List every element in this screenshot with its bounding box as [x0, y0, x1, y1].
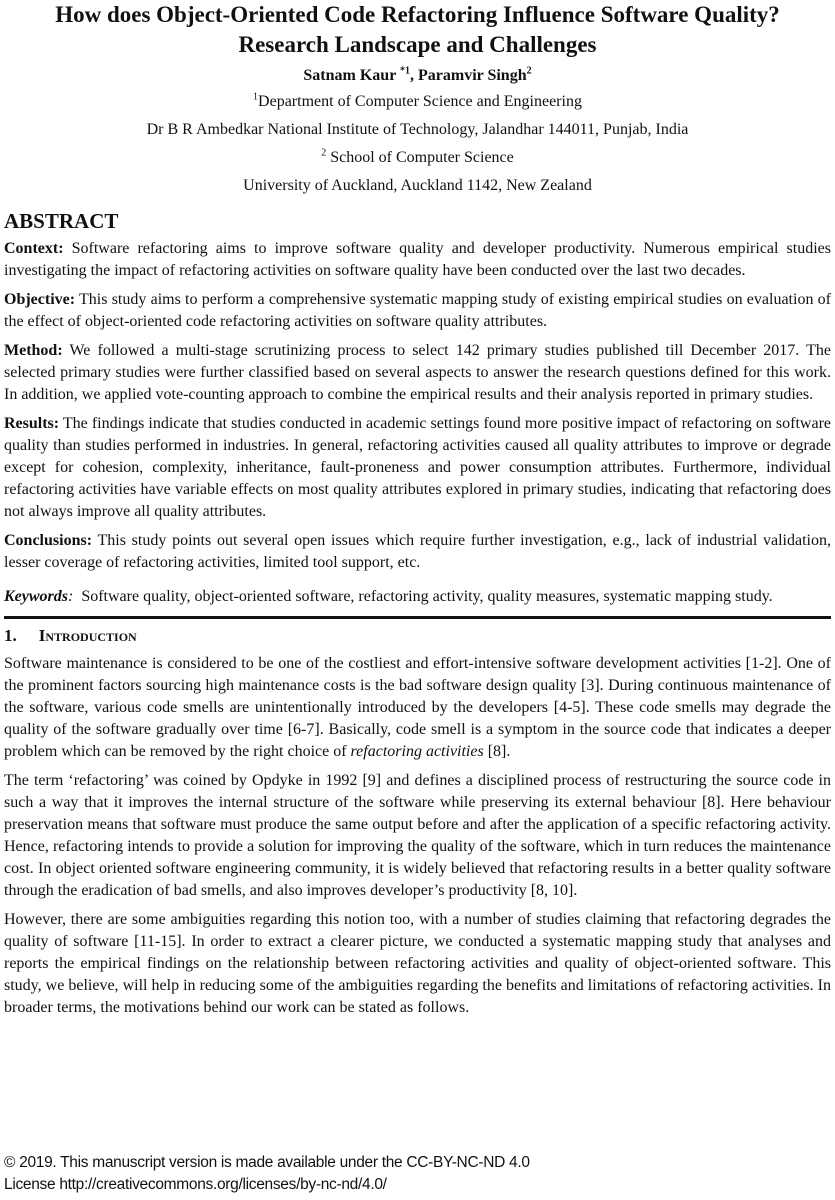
section-title: Introduction [38, 626, 137, 645]
abstract-objective [4, 289, 831, 333]
paragraph-text: Software maintenance is considered to be one of the costliest and effort-intensive software development activities [1-2]. One of the prominent factors sourcing high maintenance costs is the bad software design quality [3]. During continuous maintenance of the software, various code smells are unintentionally introduced by the developers [4-5]. These code smells may degrade the quality of the software gradually over time [6-7]. Basically, code smell is a symptom in the source code that indicates a deeper problem which can be removed by the right choice of [4, 655, 831, 760]
intro-paragraph-3: However, there are some ambiguities regarding this notion too, with a number of studies claiming that refactoring degrades the quality of software [11-15]. In order to extract a clearer picture, we conducted a systematic mapping study that analyses and reports the empirical findings on the relationship between refactoring activities and quality of object-oriented software. This study, we believe, will help in reducing some of the ambiguities regarding the benefits and limitations of refactoring activities. In broader terms, the motivations behind our work can be stated as follows. [4, 911, 831, 1016]
objective-label: Objective: [4, 291, 76, 308]
affiliation-line [4, 144, 831, 172]
context-label: Context: [4, 240, 64, 257]
results-text: The findings indicate that studies conducted in academic settings found more positive impact of refactoring on software quality than studies performed in industries. In general, refactoring activities caused all quality attributes to improve or degrade except for cohesion, complexity, inheritance, fault-proneness and power consumption attributes. Furthermore, individual refactoring activities have variable effects on most quality attributes explored in primary studies, indicating that refactoring does not always improve all quality attributes. [4, 415, 831, 520]
keywords [4, 586, 831, 608]
paper-page [4, 0, 831, 1026]
abstract-results [4, 413, 831, 523]
affiliation-text: Department of Computer Science and Engineering [258, 93, 582, 110]
author-name: Paramvir Singh [418, 67, 527, 84]
introduction-heading [4, 625, 831, 647]
affiliation-line [4, 116, 831, 144]
affiliation-mark: 2 [321, 147, 327, 159]
license-line: License http://creativecommons.org/licenses/by-nc-nd/4.0/ [4, 1176, 387, 1193]
affiliation-line [4, 172, 831, 200]
keywords-label: Keywords [4, 588, 68, 605]
author-name: Satnam Kaur [303, 67, 400, 84]
license-footer [4, 1152, 530, 1196]
method-label: Method: [4, 342, 63, 359]
intro-paragraph-2: The term ‘refactoring’ was coined by Opdyke in 1992 [9] and defines a disciplined process of restructuring the source code in such a way that it improves the internal structure of the software while preserving its external behaviour [8]. Here behaviour preservation means that software must produce the same output before and after the application of a specific refactoring activity. Hence, refactoring intends to provide a solution for improving the quality of the software, which in turn reduces the maintenance cost. In object oriented software engineering community, it is widely believed that refactoring results in a better quality software through the eradication of bad smells, and also improves developer’s productivity [8, 10]. [4, 772, 831, 899]
affiliation-text: School of Computer Science [326, 149, 514, 166]
keywords-text: Software quality, object-oriented software, refactoring activity, quality measures, systematic mapping study. [73, 588, 773, 605]
author-affiliation-mark: 2 [526, 65, 532, 77]
author-separator: , [410, 67, 418, 84]
objective-text: This study aims to perform a comprehensive systematic mapping study of existing empirical studies on evaluation of the effect of object-oriented code refactoring activities on software quality attributes. [4, 291, 831, 330]
results-label: Results: [4, 415, 60, 432]
paragraph-text: [8]. [483, 743, 511, 760]
title-line-2: Research Landscape and Challenges [238, 32, 597, 57]
abstract-heading: ABSTRACT [4, 209, 119, 233]
affiliation-text: Dr B R Ambedkar National Institute of Technology, Jalandhar 144011, Punjab, India [146, 121, 689, 138]
emphasis-text: refactoring activities [350, 743, 484, 760]
conclusions-text: This study points out several open issues which require further investigation, e.g., lack of industrial validation, lesser coverage of refactoring activities, limited tool support, etc. [4, 532, 831, 571]
affiliation-mark: 1 [253, 91, 259, 103]
affiliation-text: University of Auckland, Auckland 1142, New Zealand [243, 177, 592, 194]
abstract-method [4, 340, 831, 406]
paper-title [4, 0, 831, 60]
intro-paragraph-1 [4, 653, 831, 763]
conclusions-label: Conclusions: [4, 532, 93, 549]
section-divider [4, 616, 831, 619]
affiliations [4, 88, 831, 200]
copyright-line: © 2019. This manuscript version is made available under the CC-BY-NC-ND 4.0 [4, 1154, 530, 1171]
keywords-colon: : [68, 588, 74, 605]
context-text: Software refactoring aims to improve software quality and developer productivity. Numerous empirical studies investigating the impact of refactoring activities on software quality have been conducted over the last two decades. [4, 240, 831, 279]
section-number: 1. [4, 626, 17, 645]
method-text: We followed a multi-stage scrutinizing process to select 142 primary studies published till December 2017. The selected primary studies were further classified based on several aspects to answer the research questions defined for this work. In addition, we applied vote-counting approach to combine the empirical results and their analysis reported in primary studies. [4, 342, 831, 403]
author-list [4, 66, 831, 86]
affiliation-line [4, 88, 831, 116]
abstract-context [4, 238, 831, 282]
title-line-1: How does Object-Oriented Code Refactoring Influence Software Quality? [55, 2, 780, 27]
author-affiliation-mark: *1 [400, 65, 410, 77]
abstract-conclusions [4, 530, 831, 574]
